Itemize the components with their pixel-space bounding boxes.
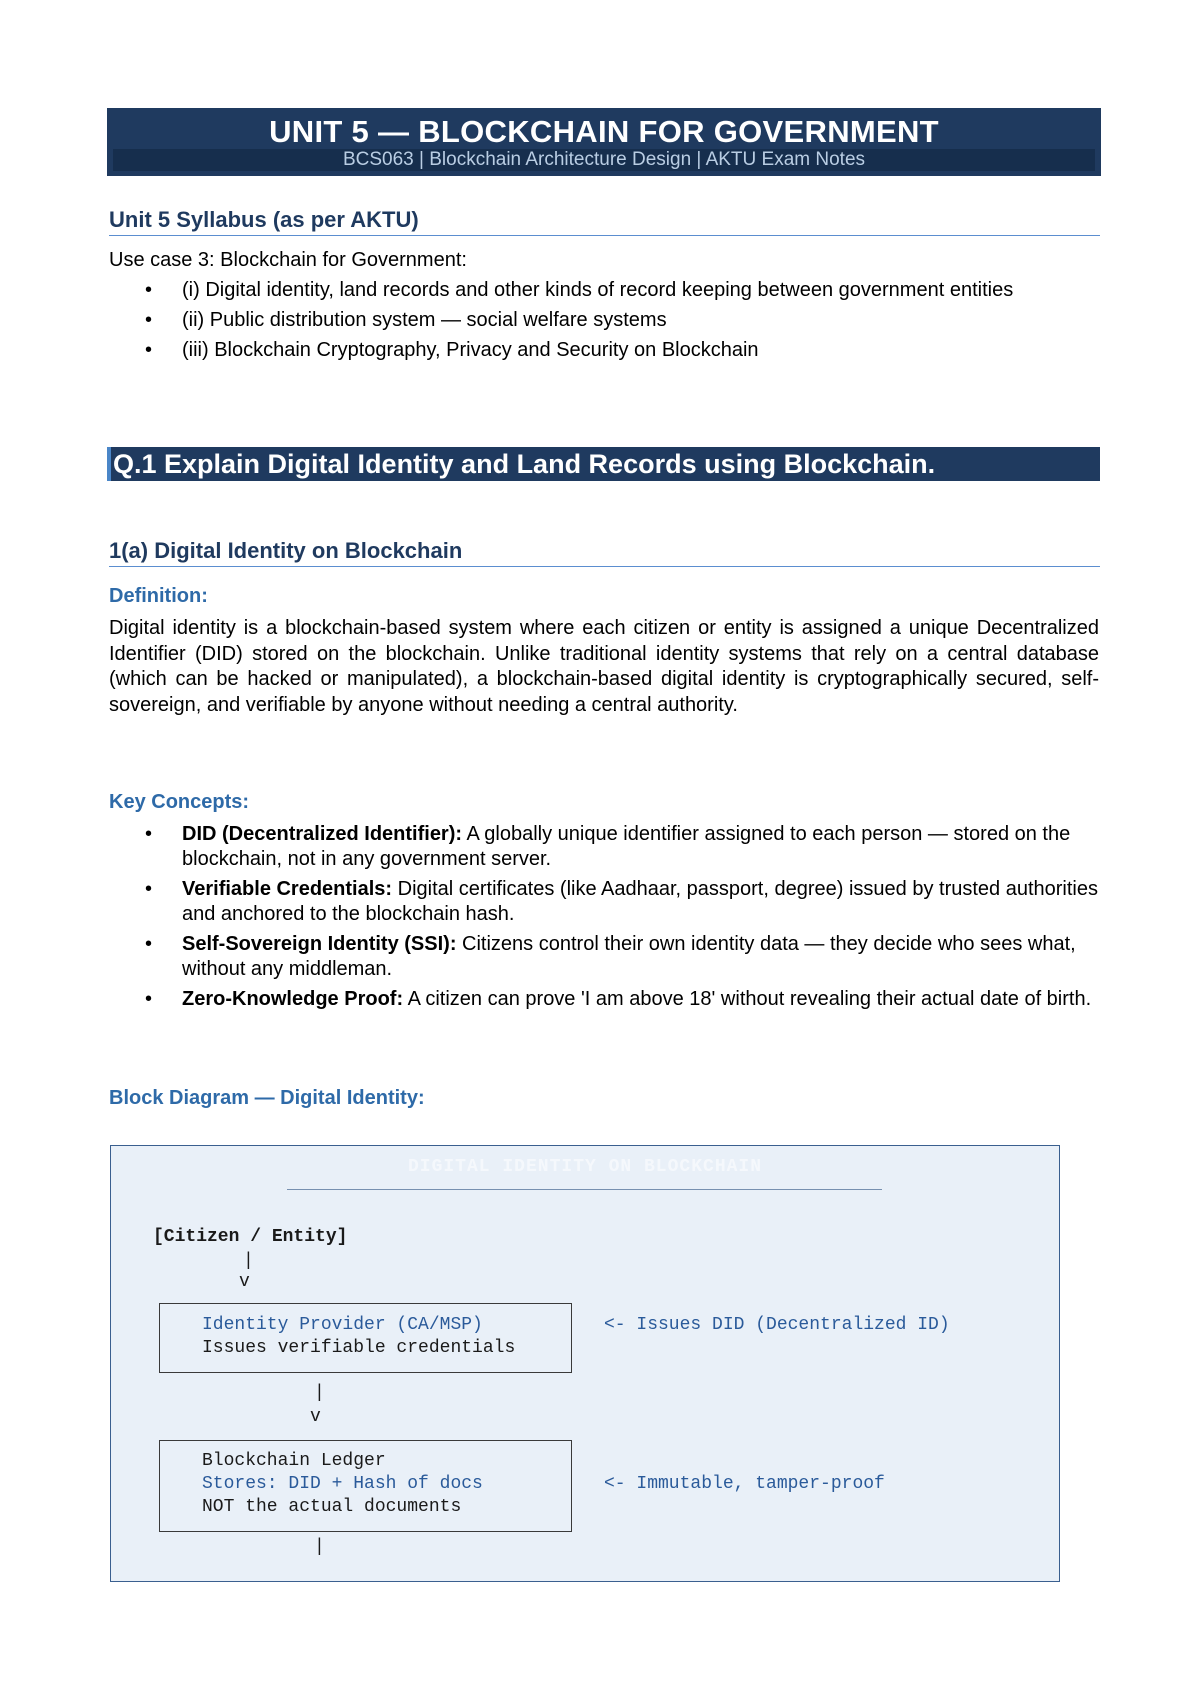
list-item (109, 308, 1099, 333)
provider-line-2: Issues verifiable credentials (202, 1338, 516, 1358)
citizen-node: [Citizen / Entity] (153, 1227, 348, 1247)
concept-term: Verifiable Credentials: (182, 878, 393, 900)
syllabus-rule (109, 235, 1100, 236)
question-bar (107, 447, 1100, 481)
arrow-1: v (239, 1272, 250, 1292)
definition-text: Digital identity is a blockchain-based system where each citizen or entity is assigned a unique Decentralized Identifier (DID) stored on the blockchain. Unlike traditional identity systems that rely on a central database (which can be hacked or manipulated), a blockchain-based digital identity is cryptographically secured, self-sovereign, and verifiable by anyone without needing a central authority. (109, 617, 1099, 716)
page-subtitle: BCS063 | Blockchain Architecture Design | AKTU Exam Notes (113, 149, 1095, 171)
list-item (109, 338, 1099, 363)
arrow-2: v (310, 1407, 321, 1427)
digital-identity-diagram (110, 1145, 1060, 1582)
list-item (109, 987, 1099, 1012)
title-banner (107, 108, 1101, 176)
concept-term: DID (Decentralized Identifier): (182, 823, 463, 845)
syllabus-item-3: (iii) Blockchain Cryptography, Privacy and Security on Blockchain (182, 339, 759, 361)
section-1a-heading: 1(a) Digital Identity on Blockchain (109, 538, 463, 563)
syllabus-item-2: (ii) Public distribution system — social welfare systems (182, 309, 667, 331)
bullet-icon: • (145, 309, 153, 331)
definition-label: Definition: (109, 585, 208, 607)
list-item (109, 822, 1099, 872)
concept-text: Digital certificates (like Aadhaar, passport, degree) issued by trusted authorities and anchored to the blockchain hash. (182, 878, 1098, 925)
list-item (109, 278, 1099, 303)
key-concepts-label: Key Concepts: (109, 791, 250, 813)
bullet-icon: • (145, 279, 153, 301)
pipe-1: | (243, 1251, 254, 1271)
page-title: UNIT 5 — BLOCKCHAIN FOR GOVERNMENT (269, 114, 939, 149)
concept-text: A globally unique identifier assigned to each person — stored on the blockchain, not in any government server. (182, 823, 1071, 870)
block-diagram-label: Block Diagram — Digital Identity: (109, 1087, 425, 1109)
ledger-line-2: Stores: DID + Hash of docs (202, 1474, 483, 1494)
key-concepts-list (109, 822, 1099, 1017)
ledger-line-1: Blockchain Ledger (202, 1451, 386, 1471)
concept-term: Zero-Knowledge Proof: (182, 988, 404, 1010)
diagram-title: DIGITAL IDENTITY ON BLOCKCHAIN (407, 1157, 763, 1177)
concept-text: Citizens control their own identity data — they decide who sees what, without any middleman. (182, 933, 1076, 980)
bullet-icon: • (145, 878, 153, 900)
bullet-icon: • (145, 988, 153, 1010)
ledger-note: <- Immutable, tamper-proof (604, 1474, 885, 1494)
concept-text: A citizen can prove 'I am above 18' without revealing their actual date of birth. (403, 988, 1092, 1010)
concept-term: Self-Sovereign Identity (SSI): (182, 933, 457, 955)
bullet-icon: • (145, 823, 153, 845)
provider-line-1: Identity Provider (CA/MSP) (202, 1315, 483, 1335)
syllabus-intro: Use case 3: Blockchain for Government: (109, 249, 467, 271)
list-item (109, 877, 1099, 927)
section-1a-rule (109, 566, 1100, 567)
provider-note: <- Issues DID (Decentralized ID) (604, 1315, 950, 1335)
syllabus-item-1: (i) Digital identity, land records and other kinds of record keeping between government entities (182, 279, 1014, 301)
list-item (109, 932, 1099, 982)
pipe-2: | (314, 1383, 325, 1403)
syllabus-heading: Unit 5 Syllabus (as per AKTU) (109, 207, 419, 232)
ledger-line-3: NOT the actual documents (202, 1497, 462, 1517)
bullet-icon: • (145, 933, 153, 955)
diagram-title-rule (287, 1189, 882, 1190)
pipe-3: | (314, 1537, 325, 1557)
question-title: Q.1 Explain Digital Identity and Land Records using Blockchain. (113, 449, 936, 479)
bullet-icon: • (145, 339, 153, 361)
syllabus-list (109, 278, 1099, 368)
